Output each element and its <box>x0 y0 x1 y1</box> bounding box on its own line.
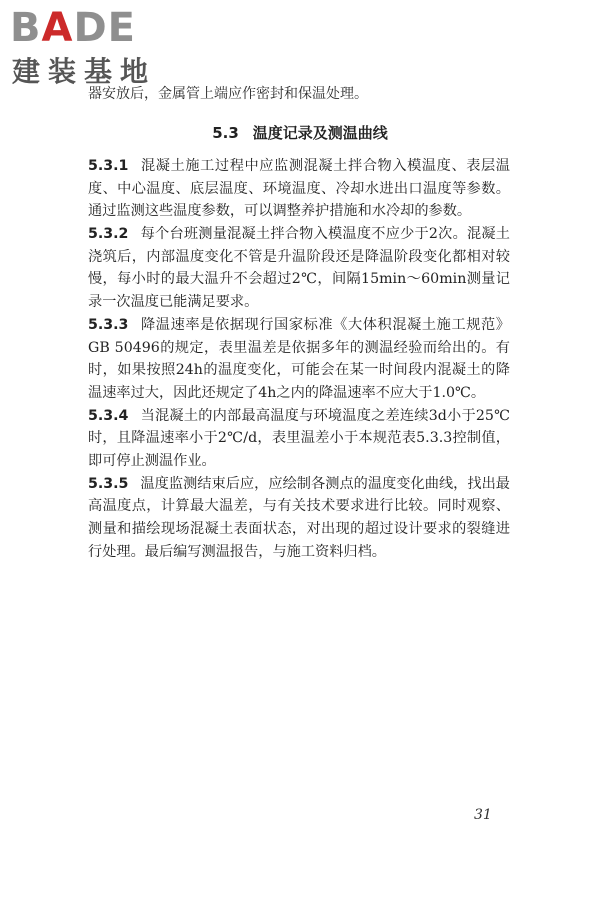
clause-number: 5.3.3 <box>88 316 129 333</box>
clause-number: 5.3.1 <box>88 158 129 174</box>
clause-5-3-4 <box>88 405 510 473</box>
logo-letter-accent: A <box>41 5 74 51</box>
logo-letters-suffix: DE <box>73 5 136 51</box>
section-heading <box>0 122 600 144</box>
clause-text: 温度监测结束后应，应绘制各测点的温度变化曲线，找出最高温度点，计算最大温差，与有关技术要求进行比较。同时观察、测量和描绘现场混凝土表面状态，对出现的超过设计要求的裂缝进行处理。最后编写测温报告，与施工资料归档。 <box>88 475 510 560</box>
section-title: 温度记录及测温曲线 <box>252 124 388 142</box>
clause-number: 5.3.5 <box>88 475 129 492</box>
page-number: 31 <box>474 807 492 823</box>
clause-5-3-5 <box>88 473 510 563</box>
clause-5-3-1 <box>88 155 510 223</box>
logo-letters-prefix: B <box>10 5 42 51</box>
section-body <box>88 155 510 564</box>
clause-text: 当混凝土的内部最高温度与环境温度之差连续3d小于25℃时，且降温速率小于2℃/d，表里温差小于本规范表5.3.3控制值，即可停止测温作业。 <box>88 407 510 469</box>
clause-5-3-3 <box>88 314 510 404</box>
site-logo <box>10 4 180 94</box>
clause-text: 每个台班测量混凝土拌合物入模温度不应少于2次。混凝土浇筑后，内部温度变化不管是升温阶段还是降温阶段变化都相对较慢，每小时的最大温升不会超过2℃，间隔15min～60min测量记录一次温度已能满足要求。 <box>88 226 510 310</box>
logo-subtitle: 建装基地 <box>12 55 157 88</box>
clause-text: 降温速率是依据现行国家标准《大体积混凝土施工规范》GB 50496的规定，表里温差是依据多年的测温经验而给出的。有时，如果按照24h的温度变化，可能会在某一时间段内混凝土的降温速率过大，因此还规定了4h之内的降温速率不应大于1.0℃。 <box>88 316 510 401</box>
clause-5-3-2 <box>88 223 510 313</box>
clause-text: 混凝土施工过程中应监测混凝土拌合物入模温度、表层温度、中心温度、底层温度、环境温度、冷却水进出口温度等参数。通过监测这些温度参数，可以调整养护措施和水冷却的参数。 <box>88 158 510 220</box>
clause-number: 5.3.2 <box>88 226 129 243</box>
logo-wordmark <box>10 4 136 52</box>
section-number: 5.3 <box>212 124 239 142</box>
clause-number: 5.3.4 <box>88 407 129 424</box>
previous-clause-fragment: 器安放后，金属管上端应作密封和保温处理。 <box>88 86 368 102</box>
